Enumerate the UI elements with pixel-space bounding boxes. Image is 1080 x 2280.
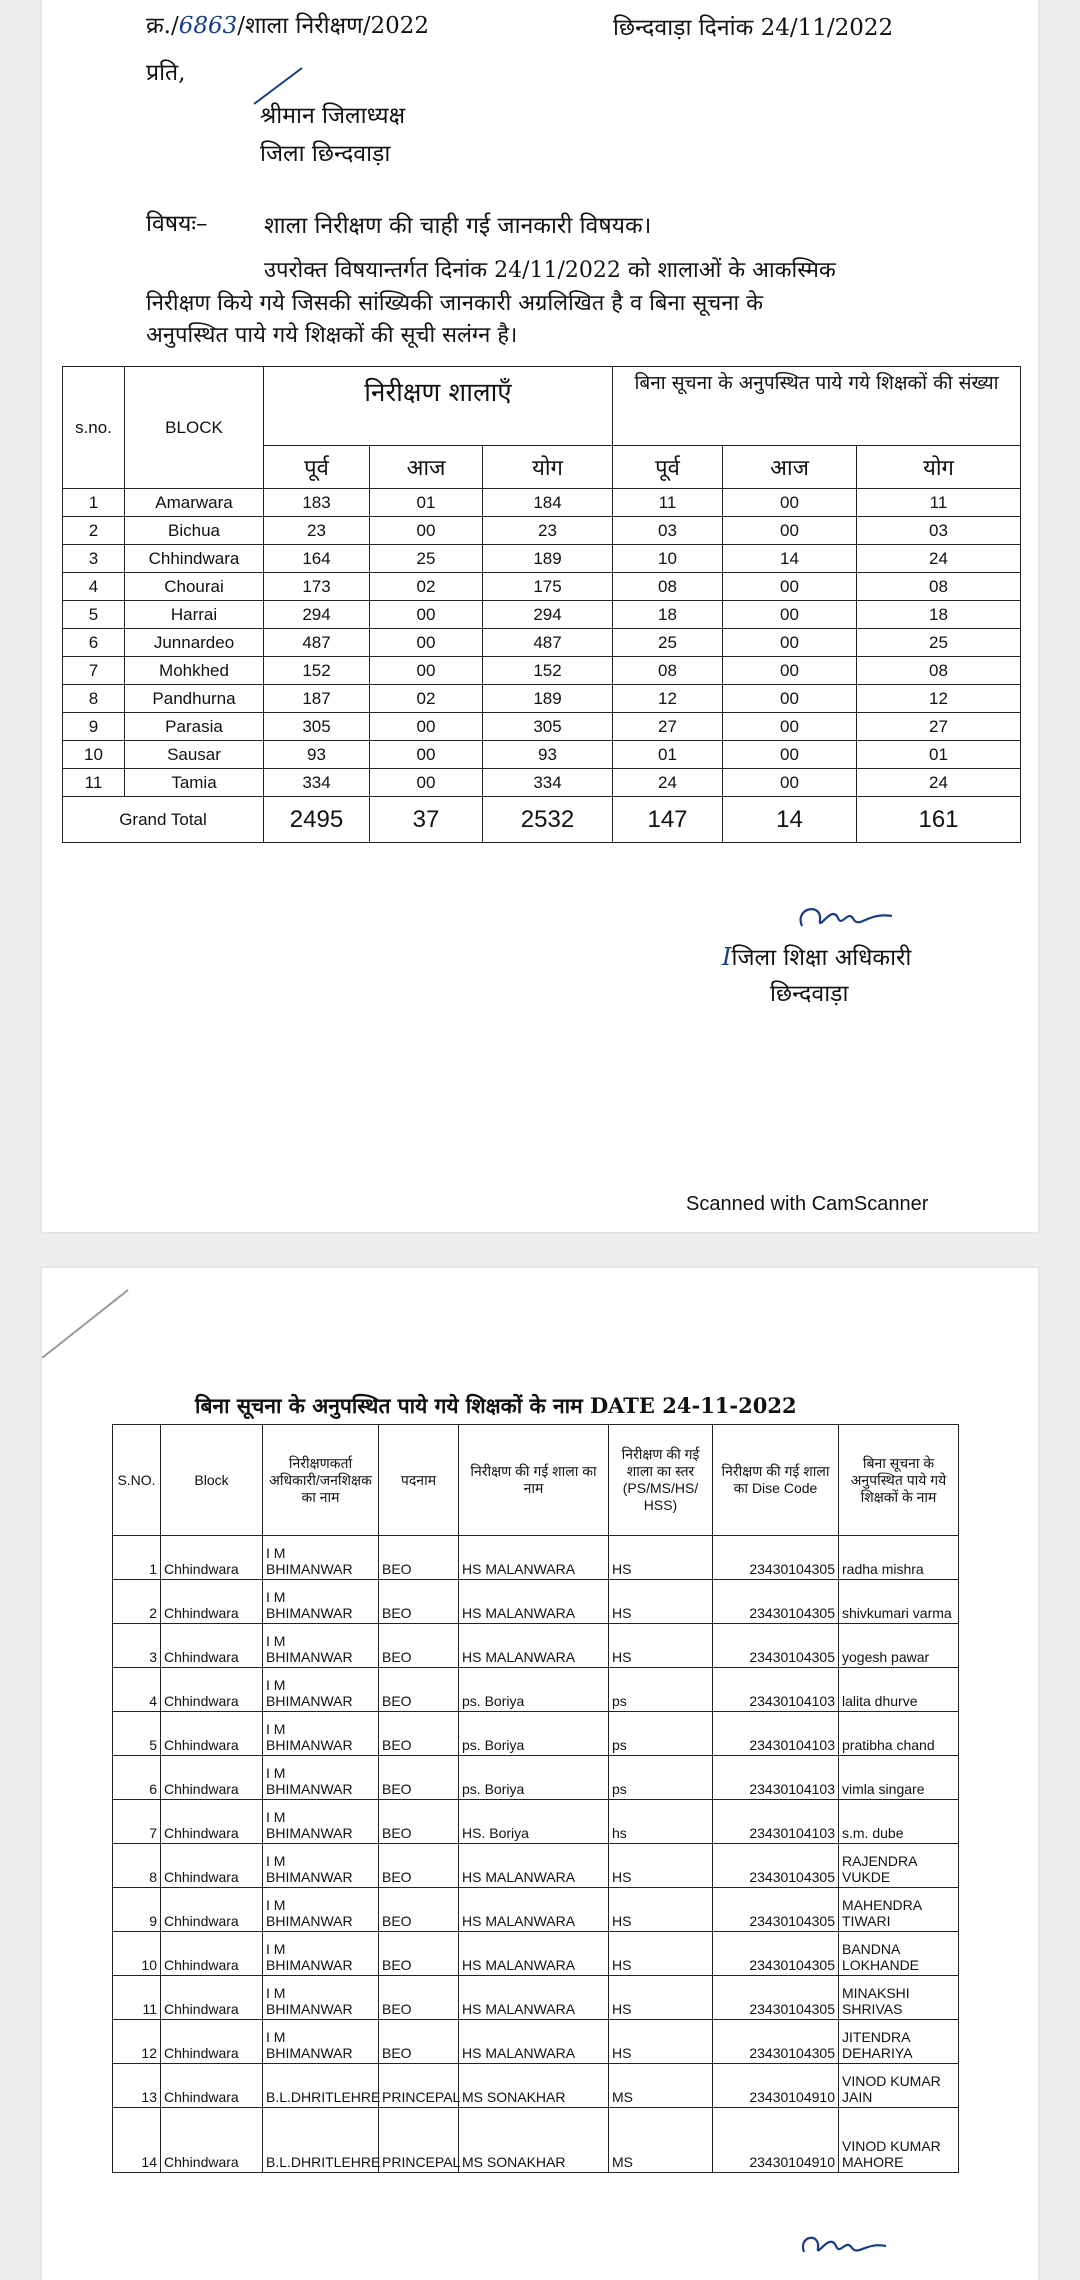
summary-cell-a-yog: 24: [857, 545, 1021, 573]
absent-row: [113, 2108, 959, 2173]
summary-cell-a-aaj: 00: [723, 769, 857, 797]
absent-cell-teacher: radha mishra: [839, 1536, 959, 1580]
absent-cell-designation: BEO: [379, 1888, 459, 1932]
absent-cell-dise: 23430104910: [713, 2108, 839, 2173]
summary-cell-a-aaj: 00: [723, 741, 857, 769]
summary-cell-sno: 3: [63, 545, 125, 573]
absent-row: [113, 1888, 959, 1932]
header-sno: S.NO.: [113, 1425, 161, 1536]
summary-cell-s-yog: 294: [483, 601, 613, 629]
absent-cell-dise: 23430104910: [713, 2064, 839, 2108]
header-school: निरीक्षण की गई शाला का नाम: [459, 1425, 609, 1536]
summary-cell-block: Amarwara: [125, 489, 264, 517]
absent-row: [113, 1536, 959, 1580]
absent-cell-officer: I M BHIMANWAR: [263, 1536, 379, 1580]
summary-cell-a-yog: 11: [857, 489, 1021, 517]
absent-cell-block: Chhindwara: [161, 2020, 263, 2064]
absent-cell-sno: 7: [113, 1800, 161, 1844]
absent-cell-sno: 9: [113, 1888, 161, 1932]
absent-cell-designation: BEO: [379, 1712, 459, 1756]
absent-cell-level: HS: [609, 1844, 713, 1888]
absent-cell-designation: BEO: [379, 1844, 459, 1888]
absent-cell-dise: 23430104305: [713, 1976, 839, 2020]
absent-row: [113, 2020, 959, 2064]
col-block-header: BLOCK: [125, 367, 264, 489]
summary-cell-a-aaj: 00: [723, 573, 857, 601]
place-date: छिन्दवाड़ा दिनांक 24/11/2022: [613, 15, 894, 41]
absent-cell-officer: I M BHIMANWAR: [263, 1800, 379, 1844]
summary-cell-s-yog: 189: [483, 685, 613, 713]
summary-cell-sno: 5: [63, 601, 125, 629]
header-officer: निरीक्षणकर्ता अधिकारी/जनशिक्षक का नाम: [263, 1425, 379, 1536]
absent-cell-teacher: RAJENDRA VUKDE: [839, 1844, 959, 1888]
summary-cell-a-yog: 08: [857, 573, 1021, 601]
absent-cell-sno: 11: [113, 1976, 161, 2020]
summary-cell-s-purv: 152: [264, 657, 370, 685]
summary-cell-s-aaj: 00: [370, 601, 483, 629]
absent-cell-level: HS: [609, 1932, 713, 1976]
group-inspected-schools: निरीक्षण शालाएँ: [264, 367, 613, 446]
summary-cell-s-purv: 334: [264, 769, 370, 797]
signatory-line-1: [722, 940, 911, 972]
absent-cell-school: HS. Boriya: [459, 1800, 609, 1844]
absent-cell-block: Chhindwara: [161, 1800, 263, 1844]
absent-cell-block: Chhindwara: [161, 1932, 263, 1976]
absent-cell-teacher: yogesh pawar: [839, 1624, 959, 1668]
summary-cell-a-yog: 24: [857, 769, 1021, 797]
summary-cell-block: Junnardeo: [125, 629, 264, 657]
absent-cell-block: Chhindwara: [161, 1624, 263, 1668]
summary-row: [63, 769, 1021, 797]
absent-cell-designation: BEO: [379, 1932, 459, 1976]
absent-cell-sno: 6: [113, 1756, 161, 1800]
absent-cell-dise: 23430104305: [713, 1844, 839, 1888]
absent-cell-teacher: pratibha chand: [839, 1712, 959, 1756]
absent-cell-school: HS MALANWARA: [459, 1844, 609, 1888]
absent-cell-designation: PRINCEPAL: [379, 2064, 459, 2108]
absent-cell-block: Chhindwara: [161, 1580, 263, 1624]
header-teacher: बिना सूचना के अनुपस्थित पाये गये शिक्षकों के नाम: [839, 1425, 959, 1536]
body-line-1: उपरोक्त विषयान्तर्गत दिनांक 24/11/2022 को शालाओं के आकस्मिक: [264, 258, 836, 283]
prati-label: प्रति,: [146, 60, 186, 86]
sub-purv-schools: पूर्व: [264, 446, 370, 489]
absent-cell-school: HS MALANWARA: [459, 2020, 609, 2064]
summary-cell-a-purv: 25: [613, 629, 723, 657]
absent-table-body: [113, 1536, 959, 2173]
absent-cell-level: HS: [609, 2020, 713, 2064]
absent-cell-sno: 5: [113, 1712, 161, 1756]
summary-cell-block: Chhindwara: [125, 545, 264, 573]
absent-cell-officer: I M BHIMANWAR: [263, 1932, 379, 1976]
absent-cell-officer: B.L.DHRITLEHRE: [263, 2064, 379, 2108]
absent-cell-level: HS: [609, 1580, 713, 1624]
absent-cell-designation: PRINCEPAL: [379, 2108, 459, 2173]
sub-yog-absent: योग: [857, 446, 1021, 489]
summary-cell-s-yog: 152: [483, 657, 613, 685]
summary-cell-s-aaj: 00: [370, 517, 483, 545]
summary-row: [63, 629, 1021, 657]
absent-cell-school: ps. Boriya: [459, 1756, 609, 1800]
absent-cell-school: ps. Boriya: [459, 1712, 609, 1756]
absent-cell-officer: I M BHIMANWAR: [263, 1976, 379, 2020]
summary-cell-s-yog: 23: [483, 517, 613, 545]
absent-cell-level: MS: [609, 2108, 713, 2173]
signatory-title: जिला शिक्षा अधिकारी: [731, 945, 912, 971]
summary-cell-s-purv: 23: [264, 517, 370, 545]
total-schools-purv: 2495: [264, 797, 370, 843]
absent-cell-block: Chhindwara: [161, 1976, 263, 2020]
absent-cell-teacher: VINOD KUMAR JAIN: [839, 2064, 959, 2108]
summary-cell-sno: 11: [63, 769, 125, 797]
summary-cell-a-purv: 08: [613, 657, 723, 685]
absent-cell-level: HS: [609, 1624, 713, 1668]
summary-table: [62, 366, 1021, 843]
summary-cell-s-aaj: 00: [370, 657, 483, 685]
absent-row: [113, 1580, 959, 1624]
summary-cell-a-aaj: 00: [723, 685, 857, 713]
absent-cell-dise: 23430104305: [713, 1580, 839, 1624]
absent-cell-officer: B.L.DHRITLEHRE: [263, 2108, 379, 2173]
summary-cell-a-aaj: 14: [723, 545, 857, 573]
letter-page: [42, 0, 1038, 1232]
absent-row: [113, 1800, 959, 1844]
total-absent-purv: 147: [613, 797, 723, 843]
summary-cell-a-yog: 03: [857, 517, 1021, 545]
summary-cell-s-yog: 334: [483, 769, 613, 797]
sub-purv-absent: पूर्व: [613, 446, 723, 489]
summary-cell-sno: 8: [63, 685, 125, 713]
summary-cell-block: Chourai: [125, 573, 264, 601]
summary-cell-s-purv: 187: [264, 685, 370, 713]
absent-cell-teacher: MAHENDRA TIWARI: [839, 1888, 959, 1932]
summary-cell-sno: 7: [63, 657, 125, 685]
body-line-2: निरीक्षण किये गये जिसकी सांख्यिकी जानकारी अग्रलिखित है व बिना सूचना के: [146, 291, 764, 316]
absent-cell-school: HS MALANWARA: [459, 1536, 609, 1580]
absent-cell-block: Chhindwara: [161, 2064, 263, 2108]
absent-cell-designation: BEO: [379, 1668, 459, 1712]
absent-cell-level: ps: [609, 1668, 713, 1712]
absent-cell-officer: I M BHIMANWAR: [263, 1580, 379, 1624]
absent-cell-dise: 23430104305: [713, 2020, 839, 2064]
summary-cell-s-aaj: 02: [370, 573, 483, 601]
summary-cell-a-aaj: 00: [723, 657, 857, 685]
ref-prefix: क्र./: [146, 13, 179, 39]
absent-list-title: बिना सूचना के अनुपस्थित पाये गये शिक्षकों के नाम DATE 24-11-2022: [195, 1393, 797, 1418]
summary-cell-a-yog: 18: [857, 601, 1021, 629]
summary-cell-a-yog: 08: [857, 657, 1021, 685]
summary-row: [63, 713, 1021, 741]
header-designation: पदनाम: [379, 1425, 459, 1536]
summary-table-body: [63, 489, 1021, 797]
absent-row: [113, 1844, 959, 1888]
summary-cell-a-yog: 12: [857, 685, 1021, 713]
absent-cell-officer: I M BHIMANWAR: [263, 1712, 379, 1756]
summary-row: [63, 657, 1021, 685]
summary-cell-a-purv: 01: [613, 741, 723, 769]
absent-cell-designation: BEO: [379, 1976, 459, 2020]
absent-cell-designation: BEO: [379, 1580, 459, 1624]
absent-cell-block: Chhindwara: [161, 2108, 263, 2173]
summary-row: [63, 489, 1021, 517]
absent-cell-block: Chhindwara: [161, 1536, 263, 1580]
absent-cell-school: HS MALANWARA: [459, 1976, 609, 2020]
summary-cell-sno: 10: [63, 741, 125, 769]
absent-cell-dise: 23430104305: [713, 1536, 839, 1580]
body-line-3: अनुपस्थित पाये गये शिक्षकों की सूची सलंग्न है।: [146, 323, 518, 348]
summary-row: [63, 545, 1021, 573]
absent-cell-designation: BEO: [379, 2020, 459, 2064]
total-absent-yog: 161: [857, 797, 1021, 843]
summary-cell-sno: 4: [63, 573, 125, 601]
summary-row: [63, 573, 1021, 601]
summary-cell-block: Harrai: [125, 601, 264, 629]
summary-cell-s-aaj: 00: [370, 769, 483, 797]
absent-cell-block: Chhindwara: [161, 1756, 263, 1800]
officer-signature-icon: [792, 898, 902, 938]
summary-cell-s-yog: 487: [483, 629, 613, 657]
summary-cell-a-purv: 03: [613, 517, 723, 545]
absent-cell-sno: 1: [113, 1536, 161, 1580]
summary-cell-s-purv: 93: [264, 741, 370, 769]
addressee-line-2: जिला छिन्दवाड़ा: [260, 141, 391, 167]
absent-cell-level: hs: [609, 1800, 713, 1844]
summary-cell-a-yog: 27: [857, 713, 1021, 741]
absent-cell-teacher: VINOD KUMAR MAHORE: [839, 2108, 959, 2173]
summary-cell-a-purv: 18: [613, 601, 723, 629]
summary-row: [63, 741, 1021, 769]
absent-cell-sno: 14: [113, 2108, 161, 2173]
summary-cell-a-yog: 25: [857, 629, 1021, 657]
header-block: Block: [161, 1425, 263, 1536]
summary-cell-s-purv: 164: [264, 545, 370, 573]
absent-cell-dise: 23430104305: [713, 1888, 839, 1932]
absent-cell-dise: 23430104305: [713, 1624, 839, 1668]
absent-cell-school: HS MALANWARA: [459, 1932, 609, 1976]
subject-label: विषयः–: [146, 211, 208, 237]
summary-cell-s-yog: 305: [483, 713, 613, 741]
absent-cell-level: HS: [609, 1536, 713, 1580]
summary-cell-s-yog: 175: [483, 573, 613, 601]
absent-cell-block: Chhindwara: [161, 1668, 263, 1712]
page2-signature-icon: [794, 2226, 894, 2266]
summary-cell-s-aaj: 00: [370, 741, 483, 769]
summary-cell-sno: 9: [63, 713, 125, 741]
absent-list-page: [42, 1268, 1038, 2280]
col-sno-header: s.no.: [63, 367, 125, 489]
absent-cell-teacher: BANDNA LOKHANDE: [839, 1932, 959, 1976]
summary-cell-s-aaj: 25: [370, 545, 483, 573]
absent-cell-sno: 12: [113, 2020, 161, 2064]
absent-teachers-table: [112, 1424, 959, 2173]
absent-cell-officer: I M BHIMANWAR: [263, 2020, 379, 2064]
reference-number: [146, 8, 429, 40]
absent-cell-block: Chhindwara: [161, 1844, 263, 1888]
absent-cell-designation: BEO: [379, 1624, 459, 1668]
absent-cell-teacher: vimla singare: [839, 1756, 959, 1800]
absent-cell-sno: 13: [113, 2064, 161, 2108]
summary-cell-sno: 2: [63, 517, 125, 545]
summary-header-row: [63, 367, 1021, 446]
absent-cell-officer: I M BHIMANWAR: [263, 1756, 379, 1800]
absent-cell-school: ps. Boriya: [459, 1668, 609, 1712]
camscanner-footer: Scanned with CamScanner: [686, 1193, 929, 1215]
summary-cell-a-yog: 01: [857, 741, 1021, 769]
summary-cell-a-aaj: 00: [723, 517, 857, 545]
absent-cell-dise: 23430104305: [713, 1932, 839, 1976]
summary-row: [63, 601, 1021, 629]
summary-cell-a-aaj: 00: [723, 489, 857, 517]
absent-cell-sno: 2: [113, 1580, 161, 1624]
absent-row: [113, 1712, 959, 1756]
summary-cell-a-purv: 24: [613, 769, 723, 797]
grand-total-label: Grand Total: [63, 797, 264, 843]
summary-row: [63, 685, 1021, 713]
summary-cell-s-purv: 294: [264, 601, 370, 629]
absent-cell-officer: I M BHIMANWAR: [263, 1668, 379, 1712]
summary-cell-block: Bichua: [125, 517, 264, 545]
sub-aaj-absent: आज: [723, 446, 857, 489]
absent-cell-block: Chhindwara: [161, 1888, 263, 1932]
absent-cell-school: HS MALANWARA: [459, 1888, 609, 1932]
summary-cell-a-aaj: 00: [723, 713, 857, 741]
summary-cell-s-yog: 184: [483, 489, 613, 517]
absent-cell-dise: 23430104103: [713, 1756, 839, 1800]
summary-cell-block: Mohkhed: [125, 657, 264, 685]
grand-total-row: [63, 797, 1021, 843]
summary-cell-s-aaj: 01: [370, 489, 483, 517]
summary-cell-s-yog: 189: [483, 545, 613, 573]
signatory-initial-icon: I: [722, 943, 732, 971]
absent-cell-teacher: MINAKSHI SHRIVAS: [839, 1976, 959, 2020]
absent-cell-teacher: shivkumari varma: [839, 1580, 959, 1624]
summary-cell-a-purv: 10: [613, 545, 723, 573]
absent-cell-officer: I M BHIMANWAR: [263, 1888, 379, 1932]
absent-cell-teacher: JITENDRA DEHARIYA: [839, 2020, 959, 2064]
ref-suffix: /शाला निरीक्षण/2022: [237, 13, 429, 39]
absent-cell-designation: BEO: [379, 1756, 459, 1800]
summary-cell-block: Pandhurna: [125, 685, 264, 713]
header-level: निरीक्षण की गई शाला का स्तर (PS/MS/HS/ HSS): [609, 1425, 713, 1536]
absent-cell-officer: I M BHIMANWAR: [263, 1844, 379, 1888]
total-absent-aaj: 14: [723, 797, 857, 843]
absent-row: [113, 1976, 959, 2020]
summary-cell-block: Sausar: [125, 741, 264, 769]
summary-cell-a-purv: 12: [613, 685, 723, 713]
summary-cell-sno: 1: [63, 489, 125, 517]
absent-row: [113, 1668, 959, 1712]
absent-cell-level: HS: [609, 1976, 713, 2020]
absent-cell-school: MS SONAKHAR: [459, 2108, 609, 2173]
absent-row: [113, 1932, 959, 1976]
summary-cell-block: Parasia: [125, 713, 264, 741]
absent-cell-officer: I M BHIMANWAR: [263, 1624, 379, 1668]
summary-cell-s-yog: 93: [483, 741, 613, 769]
header-dise: निरीक्षण की गई शाला का Dise Code: [713, 1425, 839, 1536]
absent-cell-dise: 23430104103: [713, 1712, 839, 1756]
sub-aaj-schools: आज: [370, 446, 483, 489]
summary-cell-sno: 6: [63, 629, 125, 657]
absent-cell-level: ps: [609, 1756, 713, 1800]
summary-cell-a-aaj: 00: [723, 629, 857, 657]
summary-cell-s-aaj: 00: [370, 629, 483, 657]
absent-row: [113, 1624, 959, 1668]
summary-cell-s-aaj: 00: [370, 713, 483, 741]
absent-table-header-row: [113, 1425, 959, 1536]
summary-row: [63, 517, 1021, 545]
absent-cell-teacher: lalita dhurve: [839, 1668, 959, 1712]
absent-cell-school: HS MALANWARA: [459, 1580, 609, 1624]
absent-cell-designation: BEO: [379, 1536, 459, 1580]
summary-cell-s-purv: 305: [264, 713, 370, 741]
absent-cell-teacher: s.m. dube: [839, 1800, 959, 1844]
absent-cell-sno: 10: [113, 1932, 161, 1976]
absent-cell-sno: 3: [113, 1624, 161, 1668]
absent-cell-school: MS SONAKHAR: [459, 2064, 609, 2108]
page-fold-icon: [42, 1288, 132, 1358]
sub-yog-schools: योग: [483, 446, 613, 489]
absent-cell-level: ps: [609, 1712, 713, 1756]
absent-row: [113, 2064, 959, 2108]
absent-cell-sno: 8: [113, 1844, 161, 1888]
summary-cell-a-purv: 08: [613, 573, 723, 601]
summary-cell-s-purv: 183: [264, 489, 370, 517]
absent-cell-block: Chhindwara: [161, 1712, 263, 1756]
absent-cell-dise: 23430104103: [713, 1800, 839, 1844]
subject-text: शाला निरीक्षण की चाही गई जानकारी विषयक।: [264, 213, 652, 239]
total-schools-yog: 2532: [483, 797, 613, 843]
absent-row: [113, 1756, 959, 1800]
summary-cell-s-purv: 487: [264, 629, 370, 657]
addressee-line-1: श्रीमान जिलाध्यक्ष: [260, 103, 406, 129]
absent-cell-dise: 23430104103: [713, 1668, 839, 1712]
signatory-line-2: छिन्दवाड़ा: [770, 981, 849, 1007]
summary-cell-a-purv: 27: [613, 713, 723, 741]
absent-cell-designation: BEO: [379, 1800, 459, 1844]
absent-cell-level: HS: [609, 1888, 713, 1932]
ref-number-handwritten: 6863: [178, 13, 238, 39]
summary-cell-s-purv: 173: [264, 573, 370, 601]
summary-cell-block: Tamia: [125, 769, 264, 797]
summary-cell-a-purv: 11: [613, 489, 723, 517]
summary-cell-a-aaj: 00: [723, 601, 857, 629]
summary-cell-s-aaj: 02: [370, 685, 483, 713]
absent-cell-level: MS: [609, 2064, 713, 2108]
absent-cell-school: HS MALANWARA: [459, 1624, 609, 1668]
group-absent-teachers: बिना सूचना के अनुपस्थित पाये गये शिक्षकों की संख्या: [613, 367, 1021, 446]
total-schools-aaj: 37: [370, 797, 483, 843]
absent-cell-sno: 4: [113, 1668, 161, 1712]
